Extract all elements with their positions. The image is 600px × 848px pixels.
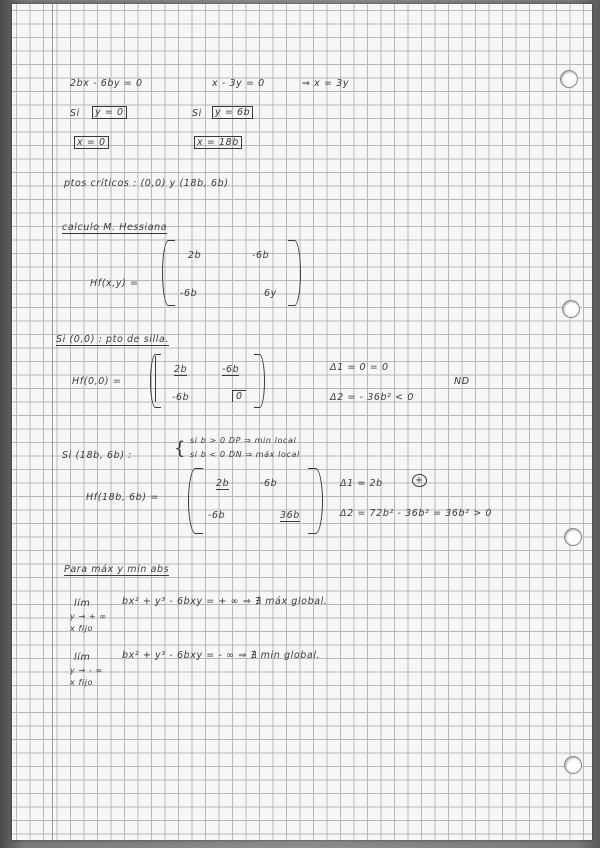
case-2-label: Si [192,108,202,119]
hessian-origin-a22: 0 [232,390,246,402]
equation-1: 2bx - 6by = 0 [70,78,143,89]
critical-points: ptos críticos : (0,0) y (18b, 6b) [64,178,229,189]
matrix-bracket-right [308,468,323,534]
point-2-label: Si (18b, 6b) : [62,450,132,461]
origin-not-defined: ND [454,376,470,387]
limit-1-expression: bx² + y³ - 6bxy = + ∞ ⇒ ∄ máx global. [122,596,328,607]
limit-2-subscript-x: x fijo [70,678,94,687]
point-2-case-positive: si b > 0 DP ⇒ min local [190,436,297,445]
origin-delta-1: Δ1 = 0 = 0 [330,362,389,373]
matrix-stroke [155,356,156,402]
case-brace: { [174,438,187,459]
hessian-lhs: Hf(x,y) = [90,278,139,289]
hessian-origin-lhs: Hf(0,0) = [72,376,122,387]
matrix-bracket-right [288,240,301,306]
case-1-label: Si [70,108,80,119]
case-2-condition: y = 6b [212,106,253,119]
equation-result: ⇒ x = 3y [302,78,350,89]
point-2-delta-1: Δ1 = 2b [340,478,383,489]
margin-line [52,4,53,840]
binder-hole [564,756,582,774]
absolute-extrema-title: Para máx y min abs [64,564,170,575]
limit-2-subscript-y: y → - ∞ [70,666,103,675]
hessian-point-2-a21: -6b [208,510,226,521]
hessian-origin-a21: -6b [172,392,190,403]
limit-2-expression: bx² + y³ - 6bxy = - ∞ ⇒ ∄ min global. [122,650,321,661]
hessian-point-2-a22: 36b [280,510,300,521]
hessian-point-2-a12: -6b [260,478,278,489]
origin-saddle-note: Si (0,0) : pto de silla. [56,334,170,345]
origin-delta-2: Δ2 = - 36b² < 0 [330,392,414,403]
point-2-delta-2: Δ2 = 72b² - 36b² = 36b² > 0 [340,508,493,519]
grid-paper-sheet [12,4,592,840]
hessian-point-2-lhs: Hf(18b, 6b) = [86,492,159,503]
hessian-title: calculo M. Hessiana [62,222,168,233]
hessian-origin-a12: -6b [222,364,240,375]
case-2-x-value: x = 18b [194,136,242,149]
binder-hole [564,528,582,546]
hessian-a21: -6b [180,288,198,299]
positive-sign-mark: + [412,474,427,487]
limit-1-label: lím [74,598,91,609]
equation-simplified: x - 3y = 0 [212,78,265,89]
binder-hole [560,70,578,88]
hessian-a11: 2b [188,250,202,261]
hessian-point-2-a11: 2b [216,478,230,489]
point-2-case-negative: si b < 0 DN ⇒ máx local [190,450,300,459]
case-1-condition: y = 0 [92,106,127,119]
matrix-bracket-left [162,240,175,306]
limit-1-subscript-x: x fijo [70,624,94,633]
hessian-a22: 6y [264,288,277,299]
case-1-x-value: x = 0 [74,136,109,149]
matrix-bracket-left [188,468,203,534]
hessian-a12: -6b [252,250,270,261]
hessian-origin-a11: 2b [174,364,188,375]
binder-hole [562,300,580,318]
limit-1-subscript-y: y → + ∞ [70,612,107,621]
limit-2-label: lím [74,652,91,663]
matrix-bracket-right [254,354,265,408]
